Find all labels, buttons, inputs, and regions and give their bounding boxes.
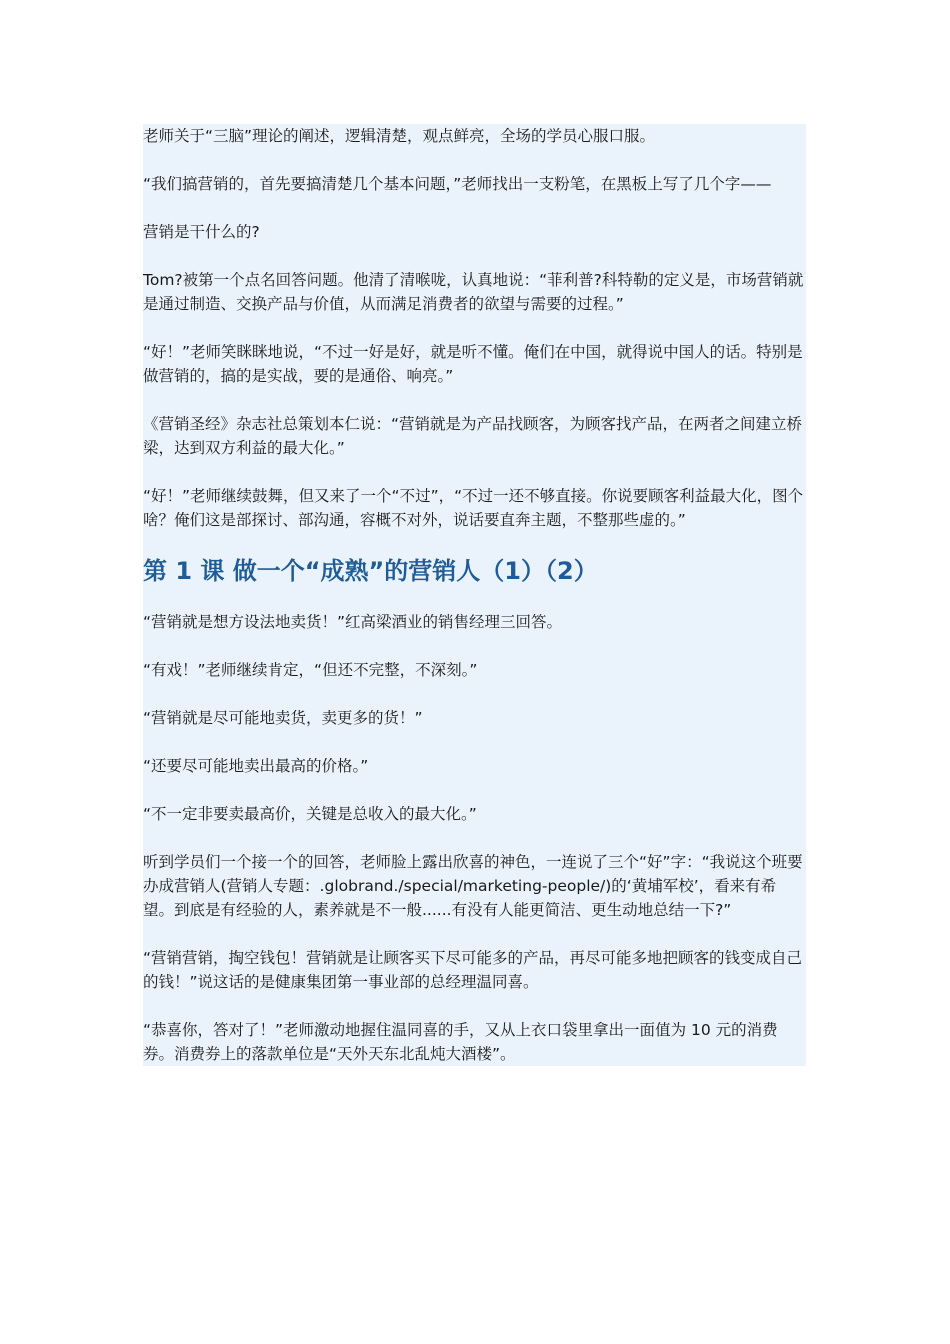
paragraph: “我们搞营销的，首先要搞清楚几个基本问题，”老师找出一支粉笔，在黑板上写了几个字——	[143, 175, 772, 193]
document-body	[143, 124, 806, 1066]
paragraph: “好！”老师笑眯眯地说，“不过一好是好，就是听不懂。俺们在中国，就得说中国人的话。特别是做营销的，搞的是实战，要的是通俗、响亮。”	[143, 343, 803, 385]
paragraph: “不一定非要卖最高价，关键是总收入的最大化。”	[143, 805, 477, 823]
paragraph: “营销营销，掏空钱包！营销就是让顾客买下尽可能多的产品，再尽可能多地把顾客的钱变成自己的钱！”说这话的是健康集团第一事业部的总经理温同喜。	[143, 949, 803, 991]
paragraph: 听到学员们一个接一个的回答，老师脸上露出欣喜的神色，一连说了三个“好”字：“我说这个班要办成营销人(营销人专题：.globrand./special/marketing-people/)的‘黄埔军校’，看来有希望。到底是有经验的人，素养就是不一般......有没有人能更简洁、更生动地总结一下?”	[143, 853, 803, 919]
paragraph: 老师关于“三脑”理论的阐述，逻辑清楚，观点鲜亮，全场的学员心服口服。	[143, 127, 656, 145]
paragraph: 营销是干什么的?	[143, 223, 260, 241]
paragraph: “营销就是想方设法地卖货！”红高梁酒业的销售经理三回答。	[143, 613, 563, 631]
paragraph: “恭喜你，答对了！”老师激动地握住温同喜的手，又从上衣口袋里拿出一面值为 10 元的消费券。消费券上的落款单位是“天外天东北乱炖大酒楼”。	[143, 1021, 778, 1063]
paragraph: Tom?被第一个点名回答问题。他清了清喉咙，认真地说：“菲利普?科特勒的定义是，市场营销就是通过制造、交换产品与价值，从而满足消费者的欲望与需要的过程。”	[143, 271, 804, 313]
paragraph: “好！”老师继续鼓舞，但又来了一个“不过”，“不过一还不够直接。你说要顾客利益最大化，图个啥？俺们这是部探讨、部沟通，容概不对外，说话要直奔主题，不整那些虚的。”	[143, 487, 804, 529]
paragraph: “还要尽可能地卖出最高的价格。”	[143, 757, 369, 775]
section-heading: 第 1 课 做一个“成熟”的营销人（1）（2）	[143, 557, 598, 585]
paragraph: 《营销圣经》杂志社总策划本仁说：“营销就是为产品找顾客，为顾客找产品，在两者之间建立桥梁，达到双方利益的最大化。”	[143, 415, 803, 457]
paragraph: “有戏！”老师继续肯定，“但还不完整，不深刻。”	[143, 661, 478, 679]
paragraph: “营销就是尽可能地卖货，卖更多的货！”	[143, 709, 423, 727]
